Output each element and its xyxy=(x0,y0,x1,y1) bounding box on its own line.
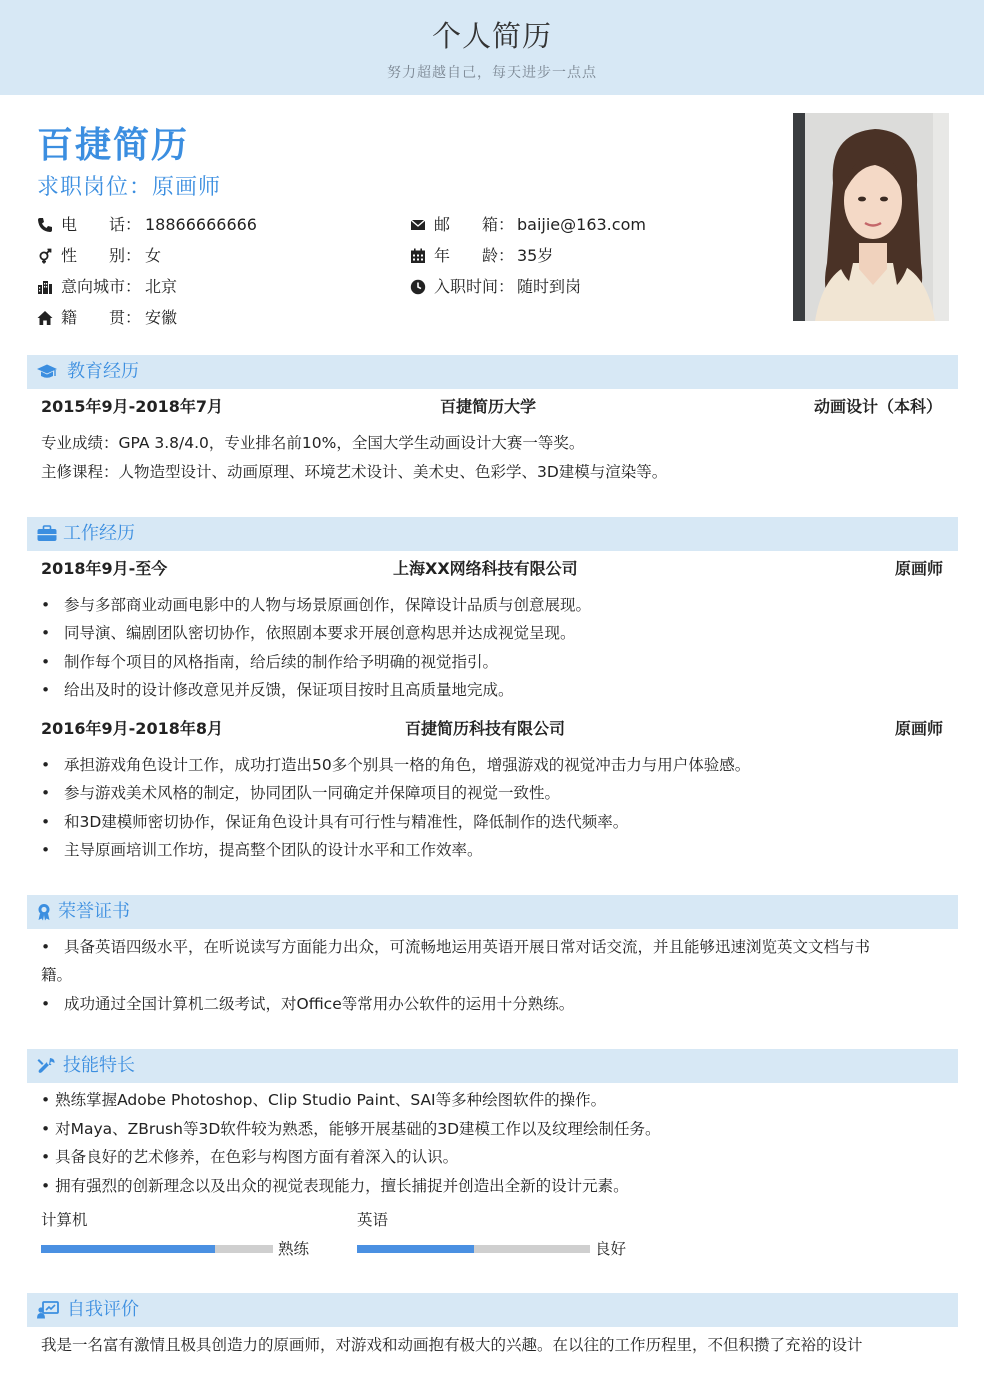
gender-label: 性 别： xyxy=(61,246,142,265)
graduation-cap-icon xyxy=(37,363,57,381)
edu-school: 百捷简历大学 xyxy=(440,397,537,416)
edu-line: 专业成绩：GPA 3.8/4.0，专业排名前10%，全国大学生动画设计大赛一等奖。 xyxy=(41,434,585,452)
job-period: 2016年9月-2018年8月 xyxy=(41,719,223,738)
skills-section-header xyxy=(27,1049,958,1083)
skill-bar-fill xyxy=(357,1245,474,1253)
header-banner xyxy=(0,0,984,95)
job-period: 2018年9月-至今 xyxy=(41,559,168,578)
building-icon xyxy=(37,279,53,295)
skill-bar-name: 英语 xyxy=(357,1211,389,1229)
skill-bar-name: 计算机 xyxy=(41,1211,88,1229)
presentation-icon xyxy=(37,1301,59,1319)
age-value: 35岁 xyxy=(517,246,554,265)
briefcase-icon xyxy=(37,525,57,543)
skill-bar-level: 熟练 xyxy=(278,1240,310,1258)
skill-item: • 拥有强烈的创新理念以及出众的视觉表现能力，擅长捕捉并创造出全新的设计元素。 xyxy=(41,1177,629,1195)
education-section-header xyxy=(27,355,958,389)
gender-icon xyxy=(37,248,53,264)
envelope-icon xyxy=(410,217,426,233)
page-title: 个人简历 xyxy=(431,19,552,53)
job-company: 百捷简历科技有限公司 xyxy=(405,719,566,738)
skill-bar-track xyxy=(41,1245,273,1253)
city-value: 北京 xyxy=(145,277,178,296)
skill-bar-fill xyxy=(41,1245,215,1253)
gender-value: 女 xyxy=(145,246,162,265)
profile-photo xyxy=(793,113,949,321)
motto: 努力超越自己，每天进步一点点 xyxy=(387,65,597,81)
job-company: 上海XX网络科技有限公司 xyxy=(393,559,578,578)
entry-label: 入职时间： xyxy=(434,277,515,296)
edu-major: 动画设计（本科） xyxy=(813,397,942,416)
skill-item: • 具备良好的艺术修养，在色彩与构图方面有着深入的认识。 xyxy=(41,1148,459,1166)
work-section-header xyxy=(27,517,958,551)
origin-value: 安徽 xyxy=(145,308,178,327)
skill-item: • 熟练掌握Adobe Photoshop、Clip Studio Paint、SAI等多种绘图软件的操作。 xyxy=(41,1091,607,1109)
skill-bar-track xyxy=(357,1245,590,1253)
work-title: 工作经历 xyxy=(63,523,135,544)
entry-value: 随时到岗 xyxy=(517,277,582,296)
job-role: 原画师 xyxy=(894,719,943,738)
skill-item: • 对Maya、ZBrush等3D软件较为熟悉，能够开展基础的3D建模工作以及纹理绘制任务。 xyxy=(41,1120,661,1138)
age-label: 年 龄： xyxy=(434,246,515,265)
email-value: baijie@163.com xyxy=(517,215,646,234)
tools-icon xyxy=(36,1057,56,1075)
education-title: 教育经历 xyxy=(67,361,139,382)
honors-title: 荣誉证书 xyxy=(58,901,130,922)
clock-icon xyxy=(410,279,426,295)
skill-bar-level: 良好 xyxy=(595,1240,627,1258)
city-label: 意向城市： xyxy=(61,277,142,296)
home-icon xyxy=(37,310,53,326)
honor-item-continuation: 籍。 xyxy=(41,966,73,984)
phone-label: 电 话： xyxy=(61,215,142,234)
job-target: 求职岗位：原画师 xyxy=(37,175,222,200)
origin-label: 籍 贯： xyxy=(61,308,142,327)
calendar-icon xyxy=(410,248,426,264)
edu-line: 主修课程：人物造型设计、动画原理、环境艺术设计、美术史、色彩学、3D建模与渲染等。 xyxy=(41,463,668,481)
honors-section-header xyxy=(27,895,958,929)
edu-period: 2015年9月-2018年7月 xyxy=(41,397,223,416)
skills-title: 技能特长 xyxy=(63,1055,135,1076)
self-eval-section-header xyxy=(27,1293,958,1327)
self-eval-text: 我是一名富有激情且极具创造力的原画师，对游戏和动画抱有极大的兴趣。在以往的工作历程里，不但积攒了充裕的设计 xyxy=(41,1336,863,1354)
email-label: 邮 箱： xyxy=(434,215,515,234)
self-eval-title: 自我评价 xyxy=(67,1299,139,1320)
job-role: 原画师 xyxy=(894,559,943,578)
phone-value: 18866666666 xyxy=(145,215,257,234)
candidate-name: 百捷简历 xyxy=(37,125,190,166)
phone-icon xyxy=(37,217,53,233)
award-icon xyxy=(36,903,52,921)
